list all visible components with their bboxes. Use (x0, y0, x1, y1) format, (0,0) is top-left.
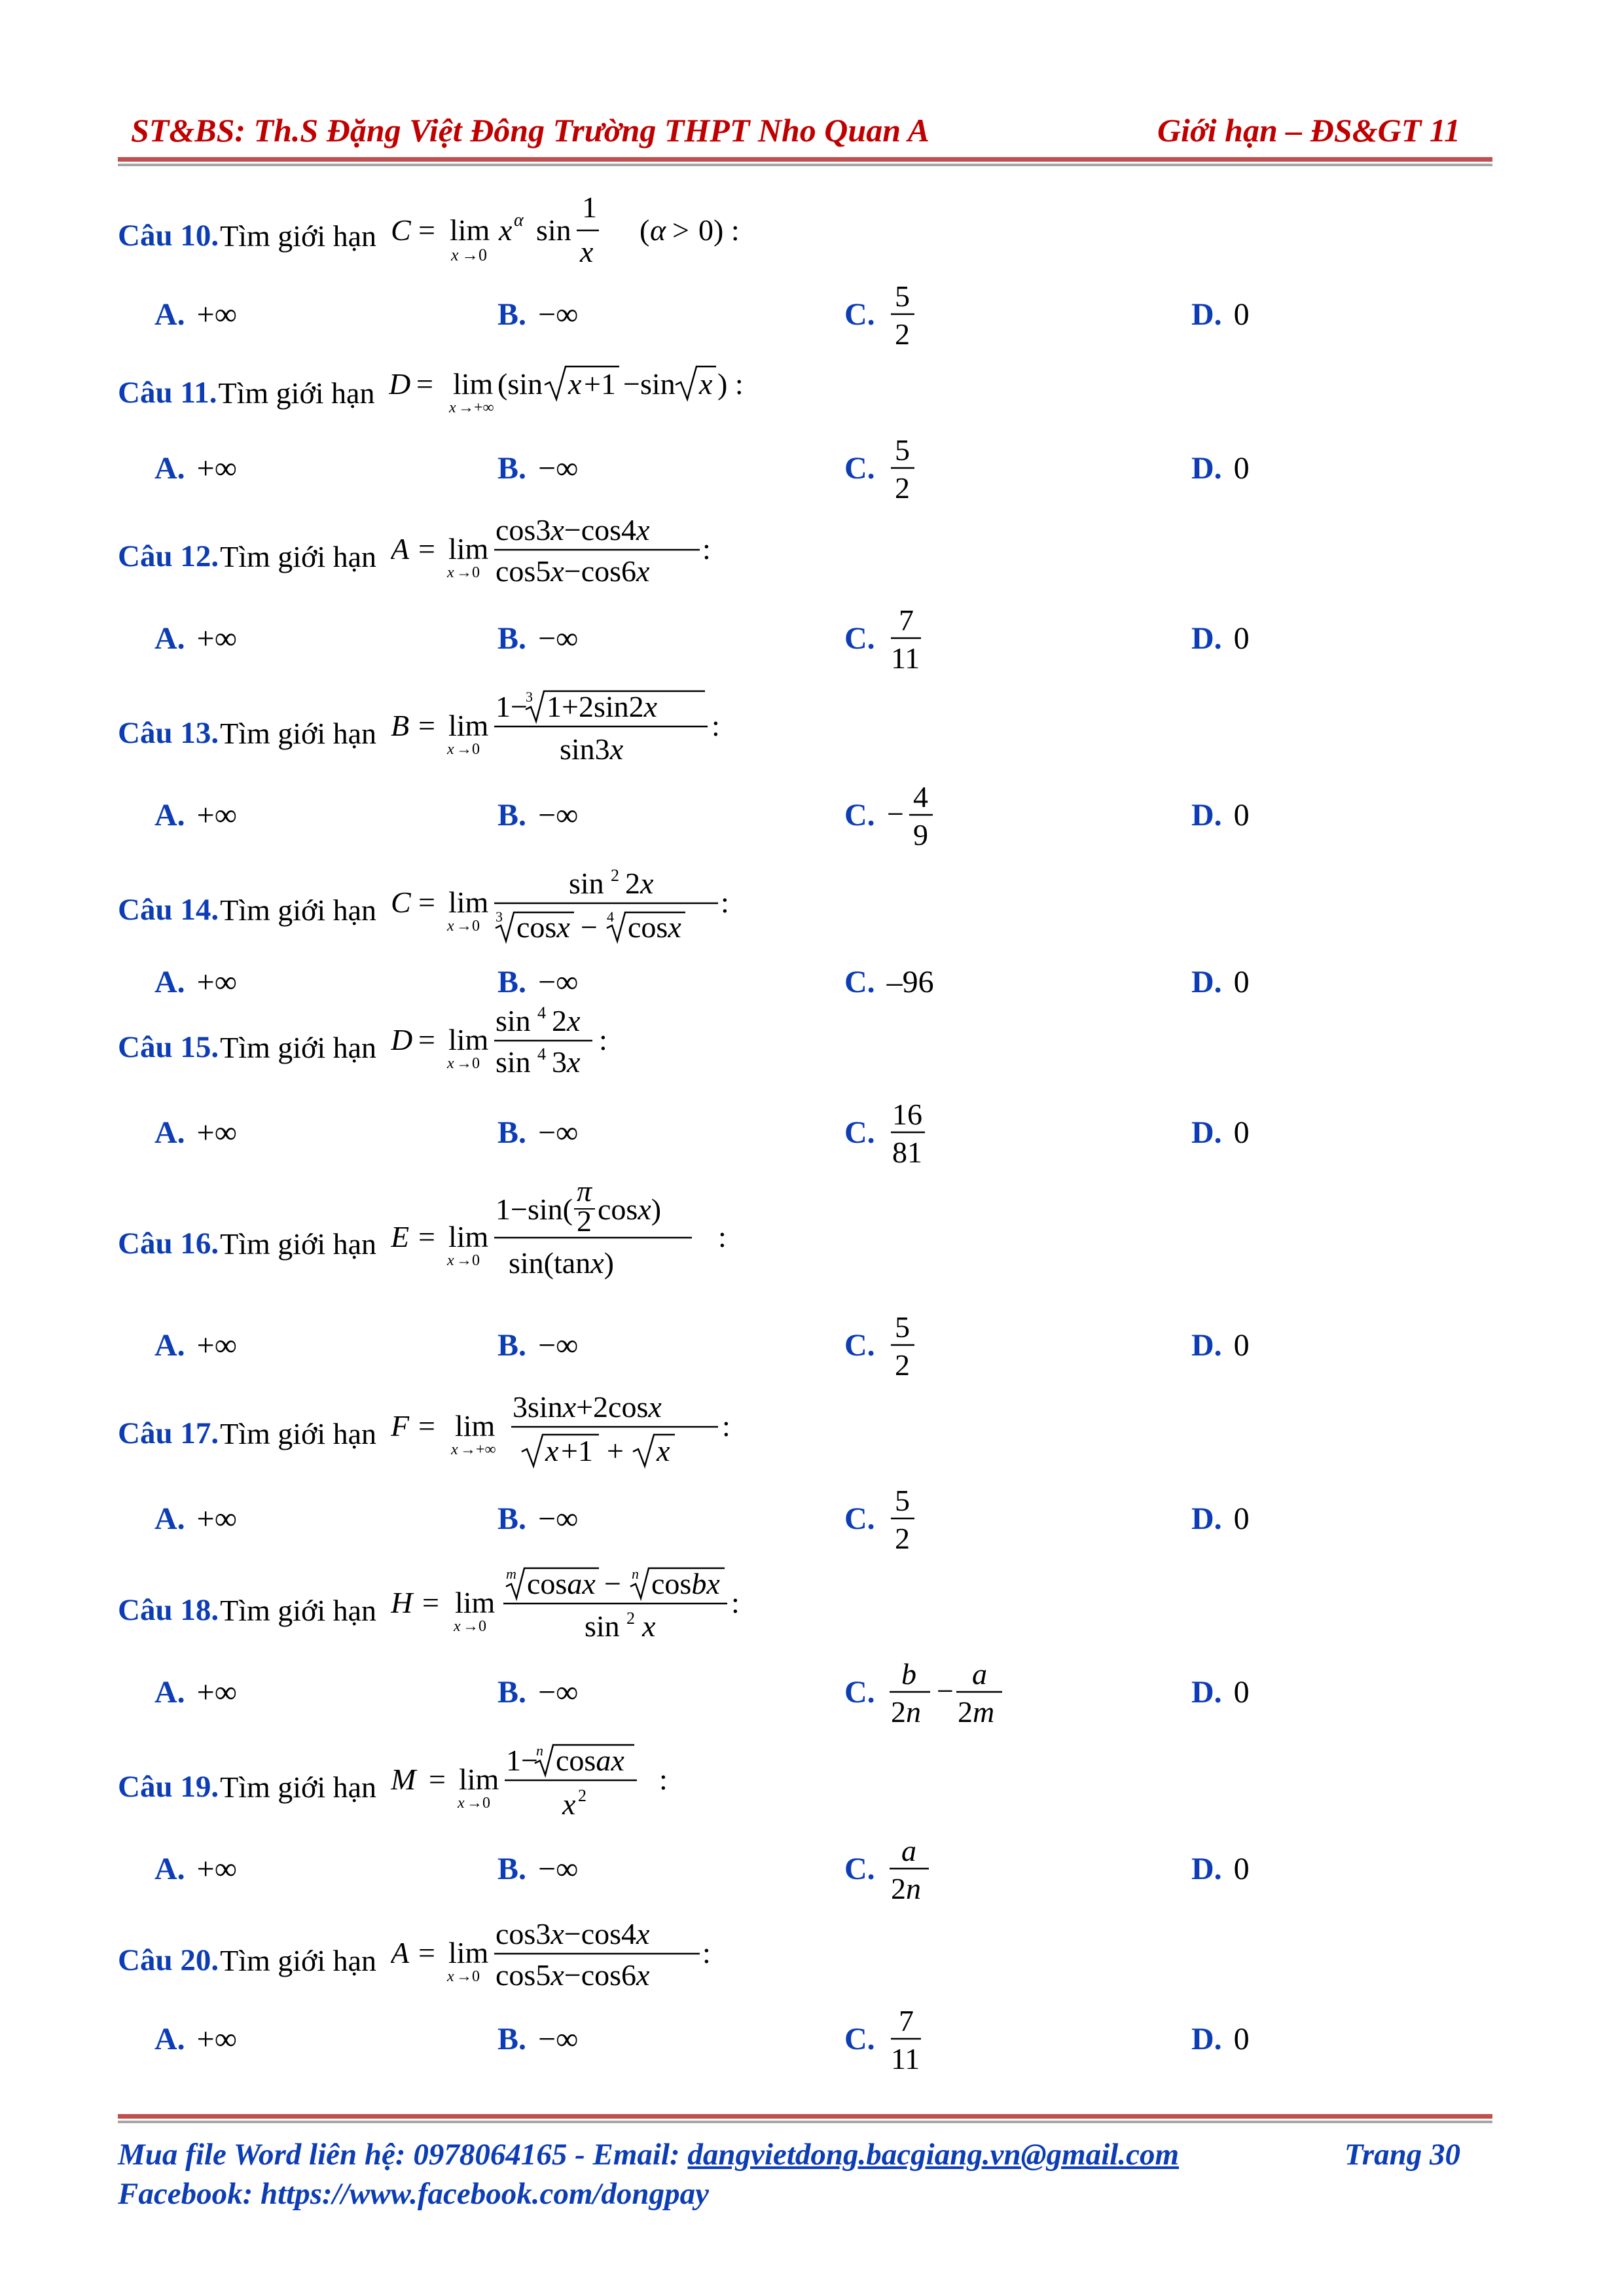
fraction (887, 1653, 1005, 1731)
option-d[interactable]: D. 0 (1191, 1851, 1250, 1886)
svg-text:lim: lim (448, 1935, 489, 1969)
svg-text:2: 2 (894, 317, 910, 351)
svg-text:=: = (418, 1408, 436, 1443)
svg-text:sin: sin (496, 1003, 531, 1037)
svg-text:x: x (699, 367, 713, 401)
svg-text:=: = (418, 1022, 436, 1056)
question-formula (389, 347, 795, 439)
svg-text:=: = (418, 708, 436, 742)
option-c[interactable]: C. 5 2 (844, 429, 920, 507)
svg-text:cosax: cosax (556, 1743, 624, 1777)
svg-text:>: > (672, 213, 690, 247)
svg-text:B: B (391, 708, 410, 742)
question-16: Câu 16. Tìm giới hạn E = lim x →0 1−sin( π 2 cosx) sin(tanx) : (118, 1178, 744, 1309)
question-formula (391, 511, 731, 603)
fraction (887, 599, 926, 677)
option-d[interactable]: D. 0 (1191, 1501, 1250, 1536)
svg-text:→0: →0 (456, 740, 480, 758)
svg-text::: : (722, 1408, 731, 1443)
svg-text:sin: sin (536, 213, 571, 247)
svg-text:→0: →0 (463, 1617, 487, 1635)
svg-text:11: 11 (890, 641, 920, 675)
question-formula (391, 190, 770, 282)
question-formula (391, 1914, 731, 2007)
svg-text:x: x (451, 245, 459, 264)
header-left: ST&BS: Th.S Đặng Việt Đông Trường THPT Nho Quan A (131, 112, 929, 149)
svg-text::: : (712, 708, 720, 742)
svg-text:→0: →0 (461, 245, 488, 264)
svg-text:7: 7 (898, 603, 914, 637)
svg-text:9: 9 (912, 818, 928, 852)
option-b[interactable]: B. −∞ (497, 296, 579, 332)
svg-text:cos3x−cos4x: cos3x−cos4x (496, 512, 650, 547)
svg-text:−: − (886, 797, 904, 831)
svg-text:2n: 2n (890, 1695, 921, 1729)
option-a[interactable]: A. +∞ (154, 1327, 237, 1363)
option-a[interactable]: A. +∞ (154, 296, 237, 332)
svg-text:D: D (389, 367, 411, 401)
svg-text:sin: sin (569, 866, 604, 900)
svg-text:2: 2 (894, 471, 910, 505)
svg-text::: : (718, 1219, 727, 1253)
option-d[interactable]: D. 0 (1191, 964, 1250, 999)
svg-text:7: 7 (898, 2004, 914, 2037)
svg-text:x: x (447, 917, 454, 935)
question-formula (391, 1175, 744, 1313)
svg-text:3sinx+2cosx: 3sinx+2cosx (513, 1390, 662, 1424)
svg-text:3x: 3x (552, 1045, 581, 1079)
svg-text:1−sin(: 1−sin( (496, 1192, 573, 1226)
option-a[interactable]: A. +∞ (154, 1674, 237, 1710)
svg-text:cosax: cosax (527, 1566, 596, 1600)
svg-text:=: = (418, 885, 436, 919)
svg-text:lim: lim (448, 531, 489, 565)
option-d[interactable]: D. 0 (1191, 620, 1250, 656)
option-b[interactable]: B. −∞ (497, 2021, 579, 2056)
svg-text:=: = (429, 1762, 446, 1796)
svg-text::: : (731, 1585, 740, 1619)
svg-text:11: 11 (890, 2042, 920, 2075)
option-a[interactable]: A. +∞ (154, 450, 237, 486)
svg-text:4: 4 (607, 908, 615, 925)
question-17: Câu 17. Tìm giới hạn F = lim x →+∞ 3sinx+2cosx x +1 + x : (118, 1388, 757, 1479)
option-d[interactable]: D. 0 (1191, 1115, 1250, 1150)
svg-text:A: A (391, 1935, 410, 1969)
option-a[interactable]: A. +∞ (154, 1115, 237, 1150)
svg-text:5: 5 (894, 1310, 910, 1344)
svg-text:2x: 2x (625, 866, 654, 900)
option-b[interactable]: B. −∞ (497, 1674, 579, 1710)
question-11: Câu 11. Tìm giới hạn D = lim x →+∞ (sin x +1 −sin x ) : (118, 347, 795, 439)
svg-text:1−: 1− (496, 689, 528, 723)
svg-text:x: x (447, 740, 454, 758)
footer-contact (118, 2137, 1179, 2172)
svg-text:x: x (451, 1441, 458, 1458)
option-b[interactable]: B. −∞ (497, 1851, 579, 1886)
svg-text:x: x (447, 1967, 454, 1985)
svg-text:a: a (971, 1657, 987, 1691)
question-10 (118, 190, 770, 281)
option-b[interactable]: B. −∞ (497, 1501, 579, 1536)
option-d[interactable]: D. 0 (1191, 1674, 1250, 1710)
svg-text:α: α (514, 209, 524, 230)
svg-text:C: C (391, 885, 411, 919)
question-formula (391, 1388, 757, 1480)
svg-text:b: b (901, 1657, 916, 1691)
svg-text:4: 4 (912, 780, 928, 814)
svg-text::: : (702, 1935, 711, 1969)
option-c[interactable]: C. 7 11 (844, 2000, 926, 2078)
svg-text:2: 2 (611, 865, 620, 885)
svg-text:x: x (499, 213, 513, 247)
fraction (887, 429, 920, 507)
svg-text:lim: lim (448, 1022, 489, 1056)
option-a[interactable]: A. +∞ (154, 797, 237, 833)
svg-text:=: = (422, 1585, 440, 1619)
option-b[interactable]: B. −∞ (497, 1327, 579, 1363)
fraction (887, 275, 920, 353)
svg-text:lim: lim (450, 213, 490, 247)
svg-text:x: x (447, 1054, 454, 1072)
svg-text:n: n (536, 1742, 544, 1759)
svg-text:sin: sin (585, 1609, 620, 1643)
svg-text:+1: +1 (584, 367, 617, 401)
svg-text:2: 2 (894, 1348, 910, 1382)
svg-text:2: 2 (578, 1785, 587, 1805)
fraction (887, 1093, 929, 1172)
question-18: Câu 18. Tìm giới hạn H = lim x →0 m cosax − n cosbx sin 2 x : (118, 1564, 770, 1656)
svg-text:→0: →0 (456, 1251, 480, 1269)
question-label: Câu 10. (118, 219, 219, 253)
option-c[interactable]: C. 16 81 (844, 1093, 929, 1172)
svg-text:−: − (604, 1566, 622, 1600)
svg-text:1−: 1− (506, 1743, 539, 1777)
svg-text:3: 3 (526, 688, 533, 705)
svg-text::: : (721, 885, 729, 919)
option-a[interactable]: A. +∞ (154, 2021, 237, 2056)
question-13: Câu 13. Tìm giới hạn B = lim x →0 1− 3 1+2sin2x sin3x : (118, 687, 731, 779)
svg-text:π: π (577, 1174, 592, 1208)
header-right: Giới hạn – ĐS&GT 11 (1157, 112, 1460, 149)
option-a[interactable]: A. +∞ (154, 620, 237, 656)
option-c[interactable]: C. a 2n (844, 1829, 933, 1908)
option-b[interactable]: B. −∞ (497, 797, 579, 833)
svg-text:) :: ) : (717, 367, 744, 401)
svg-text:x: x (449, 399, 457, 416)
fraction (887, 2000, 926, 2078)
svg-text:x: x (657, 1433, 670, 1467)
option-d[interactable]: D. 0 (1191, 2021, 1250, 2056)
svg-text:lim: lim (448, 708, 489, 742)
option-c[interactable]: C. 7 11 (844, 599, 926, 677)
svg-text:→+∞: →+∞ (458, 399, 495, 416)
svg-text:−: − (936, 1674, 954, 1708)
svg-text:1: 1 (582, 190, 598, 224)
svg-text:x: x (447, 564, 454, 581)
svg-text:=: = (416, 367, 434, 401)
svg-text:x: x (545, 1433, 559, 1467)
option-a[interactable]: A. +∞ (154, 1851, 237, 1886)
svg-text:2: 2 (894, 1522, 910, 1555)
option-c[interactable]: C. 5 2 (844, 1306, 920, 1384)
header-rule-shadow (118, 164, 1492, 166)
svg-text:2x: 2x (552, 1003, 581, 1037)
svg-text:x: x (562, 1787, 576, 1821)
svg-text:4: 4 (537, 1003, 547, 1022)
svg-text:lim: lim (448, 885, 489, 919)
svg-text:sin(tanx): sin(tanx) (509, 1246, 615, 1280)
question-20: Câu 20. Tìm giới hạn A = lim x →0 cos3x−cos4x cos5x−cos6x : (118, 1914, 731, 2006)
option-c[interactable]: C. − 4 9 (844, 776, 939, 854)
svg-text:2n: 2n (890, 1872, 921, 1905)
question-formula (391, 687, 731, 780)
svg-text:−sin: −sin (623, 367, 676, 401)
svg-text::: : (659, 1762, 668, 1796)
svg-text:cosx: cosx (628, 910, 681, 944)
svg-text:cosx: cosx (516, 910, 570, 944)
svg-text:x: x (454, 1617, 461, 1635)
svg-text:cos5x−cos6x: cos5x−cos6x (496, 554, 650, 588)
svg-text:H: H (391, 1585, 413, 1619)
option-d[interactable]: D. 0 (1191, 296, 1250, 332)
svg-text:x: x (447, 1251, 454, 1269)
svg-text:cos3x−cos4x: cos3x−cos4x (496, 1916, 650, 1950)
svg-text:→0: →0 (456, 1967, 480, 1985)
svg-text:x: x (642, 1609, 656, 1643)
svg-text:(sin: (sin (497, 367, 543, 401)
svg-text:α: α (650, 213, 666, 247)
svg-text:→0: →0 (467, 1794, 491, 1812)
svg-text:5: 5 (894, 433, 910, 467)
svg-text:→+∞: →+∞ (460, 1441, 496, 1458)
svg-text:m: m (506, 1565, 516, 1582)
question-19: Câu 19. Tìm giới hạn M = lim x →0 1− n cosax x 2 : (118, 1741, 692, 1833)
svg-text:lim: lim (459, 1762, 499, 1796)
option-c[interactable]: C. 5 2 (844, 275, 920, 353)
option-d[interactable]: D. 0 (1191, 797, 1250, 833)
fraction (887, 776, 939, 854)
svg-text:3: 3 (496, 908, 503, 925)
svg-text:n: n (632, 1565, 640, 1582)
svg-text:81: 81 (892, 1136, 922, 1169)
footer-contact-prefix: Mua file Word liên hệ: 0978064165 - Email: (118, 2138, 688, 2172)
question-12: Câu 12. Tìm giới hạn A = lim x →0 cos3x−cos4x cos5x−cos6x : (118, 511, 731, 602)
svg-text:lim: lim (455, 1408, 496, 1443)
svg-text:→0: →0 (456, 917, 480, 935)
question-formula (391, 1564, 770, 1657)
question-text: Tìm giới hạn (220, 219, 377, 253)
fraction (887, 1306, 920, 1384)
svg-text:=: = (418, 213, 436, 247)
svg-text:x: x (580, 234, 594, 268)
svg-text:M: M (391, 1762, 416, 1796)
svg-text:sin3x: sin3x (560, 732, 624, 766)
svg-text:=: = (418, 1935, 436, 1969)
fraction (887, 1479, 920, 1558)
svg-text::: : (599, 1022, 607, 1056)
option-b[interactable]: B. −∞ (497, 1115, 579, 1150)
svg-text:=: = (418, 1219, 436, 1253)
svg-text:1+2sin2x: 1+2sin2x (547, 689, 658, 723)
svg-text:(: ( (640, 213, 650, 247)
svg-text:cos5x−cos6x: cos5x−cos6x (496, 1958, 650, 1992)
svg-text:2: 2 (626, 1608, 636, 1628)
option-d[interactable]: D. 0 (1191, 450, 1250, 486)
footer-email-link[interactable]: dangvietdong.bacgiang.vn@gmail.com (687, 2138, 1180, 2172)
svg-text:sin: sin (496, 1045, 531, 1079)
option-c[interactable]: C. 5 2 (844, 1479, 920, 1558)
svg-text:16: 16 (892, 1098, 922, 1131)
option-a[interactable]: A. +∞ (154, 964, 237, 999)
option-b[interactable]: B. −∞ (497, 620, 579, 656)
option-a[interactable]: A. +∞ (154, 1501, 237, 1536)
svg-text:a: a (901, 1834, 916, 1867)
option-c[interactable]: C. –96 (844, 964, 934, 999)
footer-page-number: Trang 30 (1344, 2138, 1460, 2172)
svg-text:E: E (391, 1219, 410, 1253)
svg-text:+: + (607, 1433, 624, 1467)
svg-text:=: = (418, 531, 436, 565)
option-d[interactable]: D. 0 (1191, 1327, 1250, 1363)
svg-text:D: D (391, 1022, 413, 1056)
svg-text:lim: lim (453, 367, 494, 401)
svg-text:A: A (391, 531, 410, 565)
question-15: Câu 15. Tìm giới hạn D = lim x →0 sin 4 2x sin 4 3x : (118, 1001, 653, 1093)
question-14: Câu 14. Tìm giới hạn C = lim x →0 sin 2 2x 3 cosx − 4 cosx : (118, 864, 744, 956)
header-rule (118, 157, 1492, 162)
svg-text:5: 5 (894, 279, 910, 313)
svg-text:→0: →0 (456, 564, 480, 581)
svg-text:2m: 2m (957, 1695, 994, 1729)
svg-text:cosbx: cosbx (651, 1566, 720, 1600)
svg-text:→0: →0 (456, 1054, 480, 1072)
svg-text:5: 5 (894, 1484, 910, 1517)
svg-text:x: x (568, 367, 582, 401)
question-formula (391, 1741, 692, 1833)
svg-text:0) :: 0) : (698, 213, 740, 247)
svg-text:F: F (391, 1408, 410, 1443)
option-c[interactable]: C. b 2n − a 2m (844, 1653, 1005, 1731)
svg-text::: : (702, 531, 711, 565)
option-b[interactable]: B. −∞ (497, 450, 579, 486)
fraction (887, 1829, 933, 1908)
svg-text:cosx): cosx) (598, 1192, 662, 1226)
svg-text:lim: lim (455, 1585, 496, 1619)
svg-text:lim: lim (448, 1219, 489, 1253)
footer-rule-shadow (118, 2121, 1492, 2123)
svg-text:+1: +1 (561, 1433, 594, 1467)
option-b[interactable]: B. −∞ (497, 964, 579, 999)
footer-facebook[interactable]: Facebook: https://www.facebook.com/dongpay (118, 2177, 709, 2211)
svg-text:x: x (458, 1794, 465, 1812)
svg-text:4: 4 (537, 1044, 547, 1064)
svg-text:C: C (391, 213, 411, 247)
svg-text:−: − (581, 910, 598, 944)
footer-rule (118, 2114, 1492, 2119)
question-formula (391, 1001, 653, 1094)
svg-text:2: 2 (577, 1204, 592, 1238)
